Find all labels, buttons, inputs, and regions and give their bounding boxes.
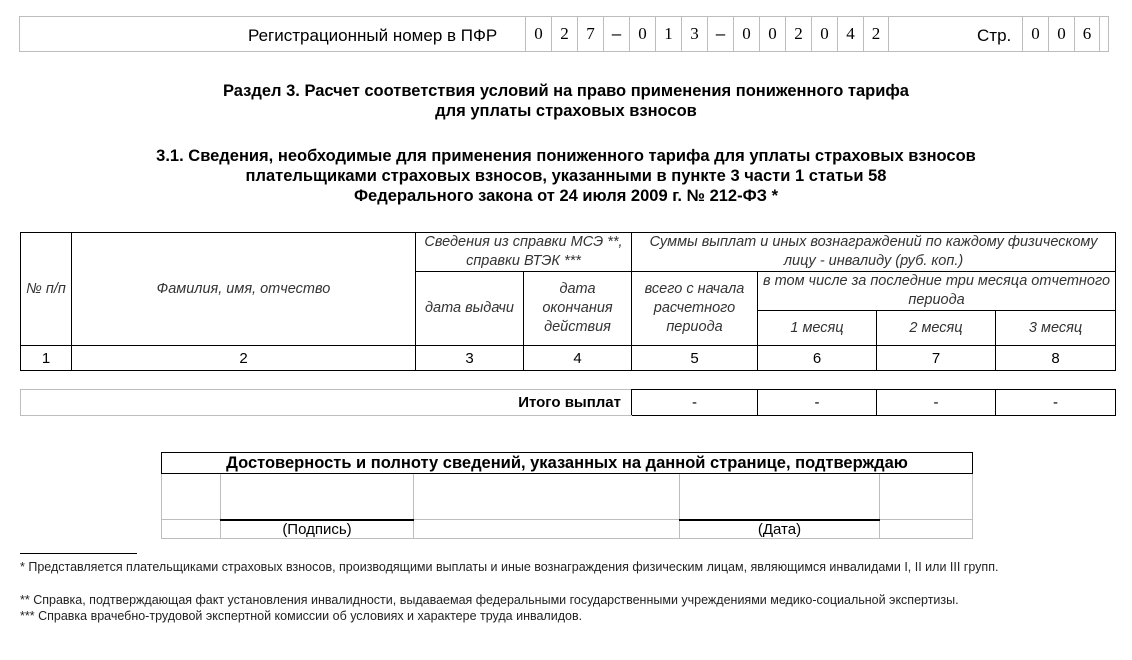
blank-cell [162, 474, 221, 520]
totals-value[interactable]: - [632, 390, 758, 416]
subsection-title [0, 146, 1132, 206]
blank-cell [880, 520, 973, 539]
footnote-3: *** Справка врачебно-трудовой экспертной комиссии об условиях и характере труда инвалидов. [20, 609, 583, 623]
subsection-title-line: плательщиками страховых взносов, указанными в пункте 3 части 1 статьи 58 [245, 167, 887, 185]
header-full-name: Фамилия, имя, отчество [72, 233, 416, 346]
reg-digit[interactable]: 0 [525, 17, 551, 51]
reg-digit[interactable]: 3 [681, 17, 707, 51]
reg-digit[interactable]: 0 [811, 17, 837, 51]
header-month-2: 2 месяц [877, 311, 996, 346]
reg-separator: – [603, 17, 629, 51]
column-number: 5 [632, 346, 758, 371]
footnote-1: * Представляется плательщиками страховых взносов, производящими выплаты и иные вознаграждения физическим лицам, являющимся инвалидами I, II или III групп. [20, 560, 999, 574]
page-number-cells [1022, 17, 1100, 51]
header-month-3: 3 месяц [996, 311, 1116, 346]
header-mse-group: Сведения из справки МСЭ **, справки ВТЭК *** [416, 233, 632, 272]
reg-number-label: Регистрационный номер в ПФР [248, 26, 498, 45]
subsection-title-line: Федерального закона от 24 июля 2009 г. № 212-ФЗ * [353, 187, 779, 205]
footnote-divider [20, 553, 137, 554]
blank-cell [414, 474, 680, 520]
subsection-title-line: 3.1. Сведения, необходимые для применения пониженного тарифа для уплаты страховых взносов [156, 147, 976, 165]
totals-row [20, 389, 1116, 416]
header-issue-date: дата выдачи [416, 272, 524, 346]
totals-value[interactable]: - [877, 390, 996, 416]
blank-cell [162, 520, 221, 539]
date-label: (Дата) [680, 520, 880, 539]
column-number: 1 [21, 346, 72, 371]
column-number: 4 [524, 346, 632, 371]
section-title-line: для уплаты страховых взносов [435, 102, 697, 120]
reg-digit[interactable]: 0 [629, 17, 655, 51]
page-digit[interactable]: 6 [1074, 17, 1100, 51]
reg-digit[interactable]: 2 [863, 17, 889, 51]
column-number: 3 [416, 346, 524, 371]
header-last-three-months: в том числе за последние три месяца отчетного периода [758, 272, 1116, 311]
reg-separator: – [707, 17, 733, 51]
header-total-period: всего с начала расчетного периода [632, 272, 758, 346]
blank-cell [414, 520, 680, 539]
header-end-date: дата окончания действия [524, 272, 632, 346]
section-title [0, 81, 1132, 121]
date-field[interactable] [680, 474, 880, 520]
reg-number-cells [525, 17, 889, 51]
header-number: № п/п [21, 233, 72, 346]
reg-digit[interactable]: 2 [785, 17, 811, 51]
footnote-2: ** Справка, подтверждающая факт установления инвалидности, выдаваемая федеральными государственными учреждениями медико-социальной экспертизы. [20, 593, 959, 607]
blank-cell [880, 474, 973, 520]
column-number: 6 [758, 346, 877, 371]
totals-value[interactable]: - [758, 390, 877, 416]
header-month-1: 1 месяц [758, 311, 877, 346]
header-sums-group: Суммы выплат и иных вознаграждений по каждому физическому лицу - инвалиду (руб. коп.) [632, 233, 1116, 272]
page-digit[interactable]: 0 [1048, 17, 1074, 51]
reg-digit[interactable]: 1 [655, 17, 681, 51]
column-number: 2 [72, 346, 416, 371]
reg-digit[interactable]: 0 [733, 17, 759, 51]
signature-field[interactable] [221, 474, 414, 520]
reg-digit[interactable]: 7 [577, 17, 603, 51]
totals-label: Итого выплат [21, 390, 632, 416]
totals-value[interactable]: - [996, 390, 1116, 416]
column-number: 7 [877, 346, 996, 371]
registration-header [19, 16, 1109, 52]
reg-digit[interactable]: 4 [837, 17, 863, 51]
page-label: Стр. [977, 26, 1012, 45]
page-digit[interactable]: 0 [1022, 17, 1048, 51]
confirmation-heading: Достоверность и полноту сведений, указанных на данной странице, подтверждаю [162, 453, 973, 474]
column-number: 8 [996, 346, 1116, 371]
section-title-line: Раздел 3. Расчет соответствия условий на право применения пониженного тарифа [223, 82, 909, 100]
disabled-persons-table [20, 232, 1116, 371]
reg-digit[interactable]: 2 [551, 17, 577, 51]
reg-digit[interactable]: 0 [759, 17, 785, 51]
confirmation-block [161, 452, 972, 540]
signature-label: (Подпись) [221, 520, 414, 539]
